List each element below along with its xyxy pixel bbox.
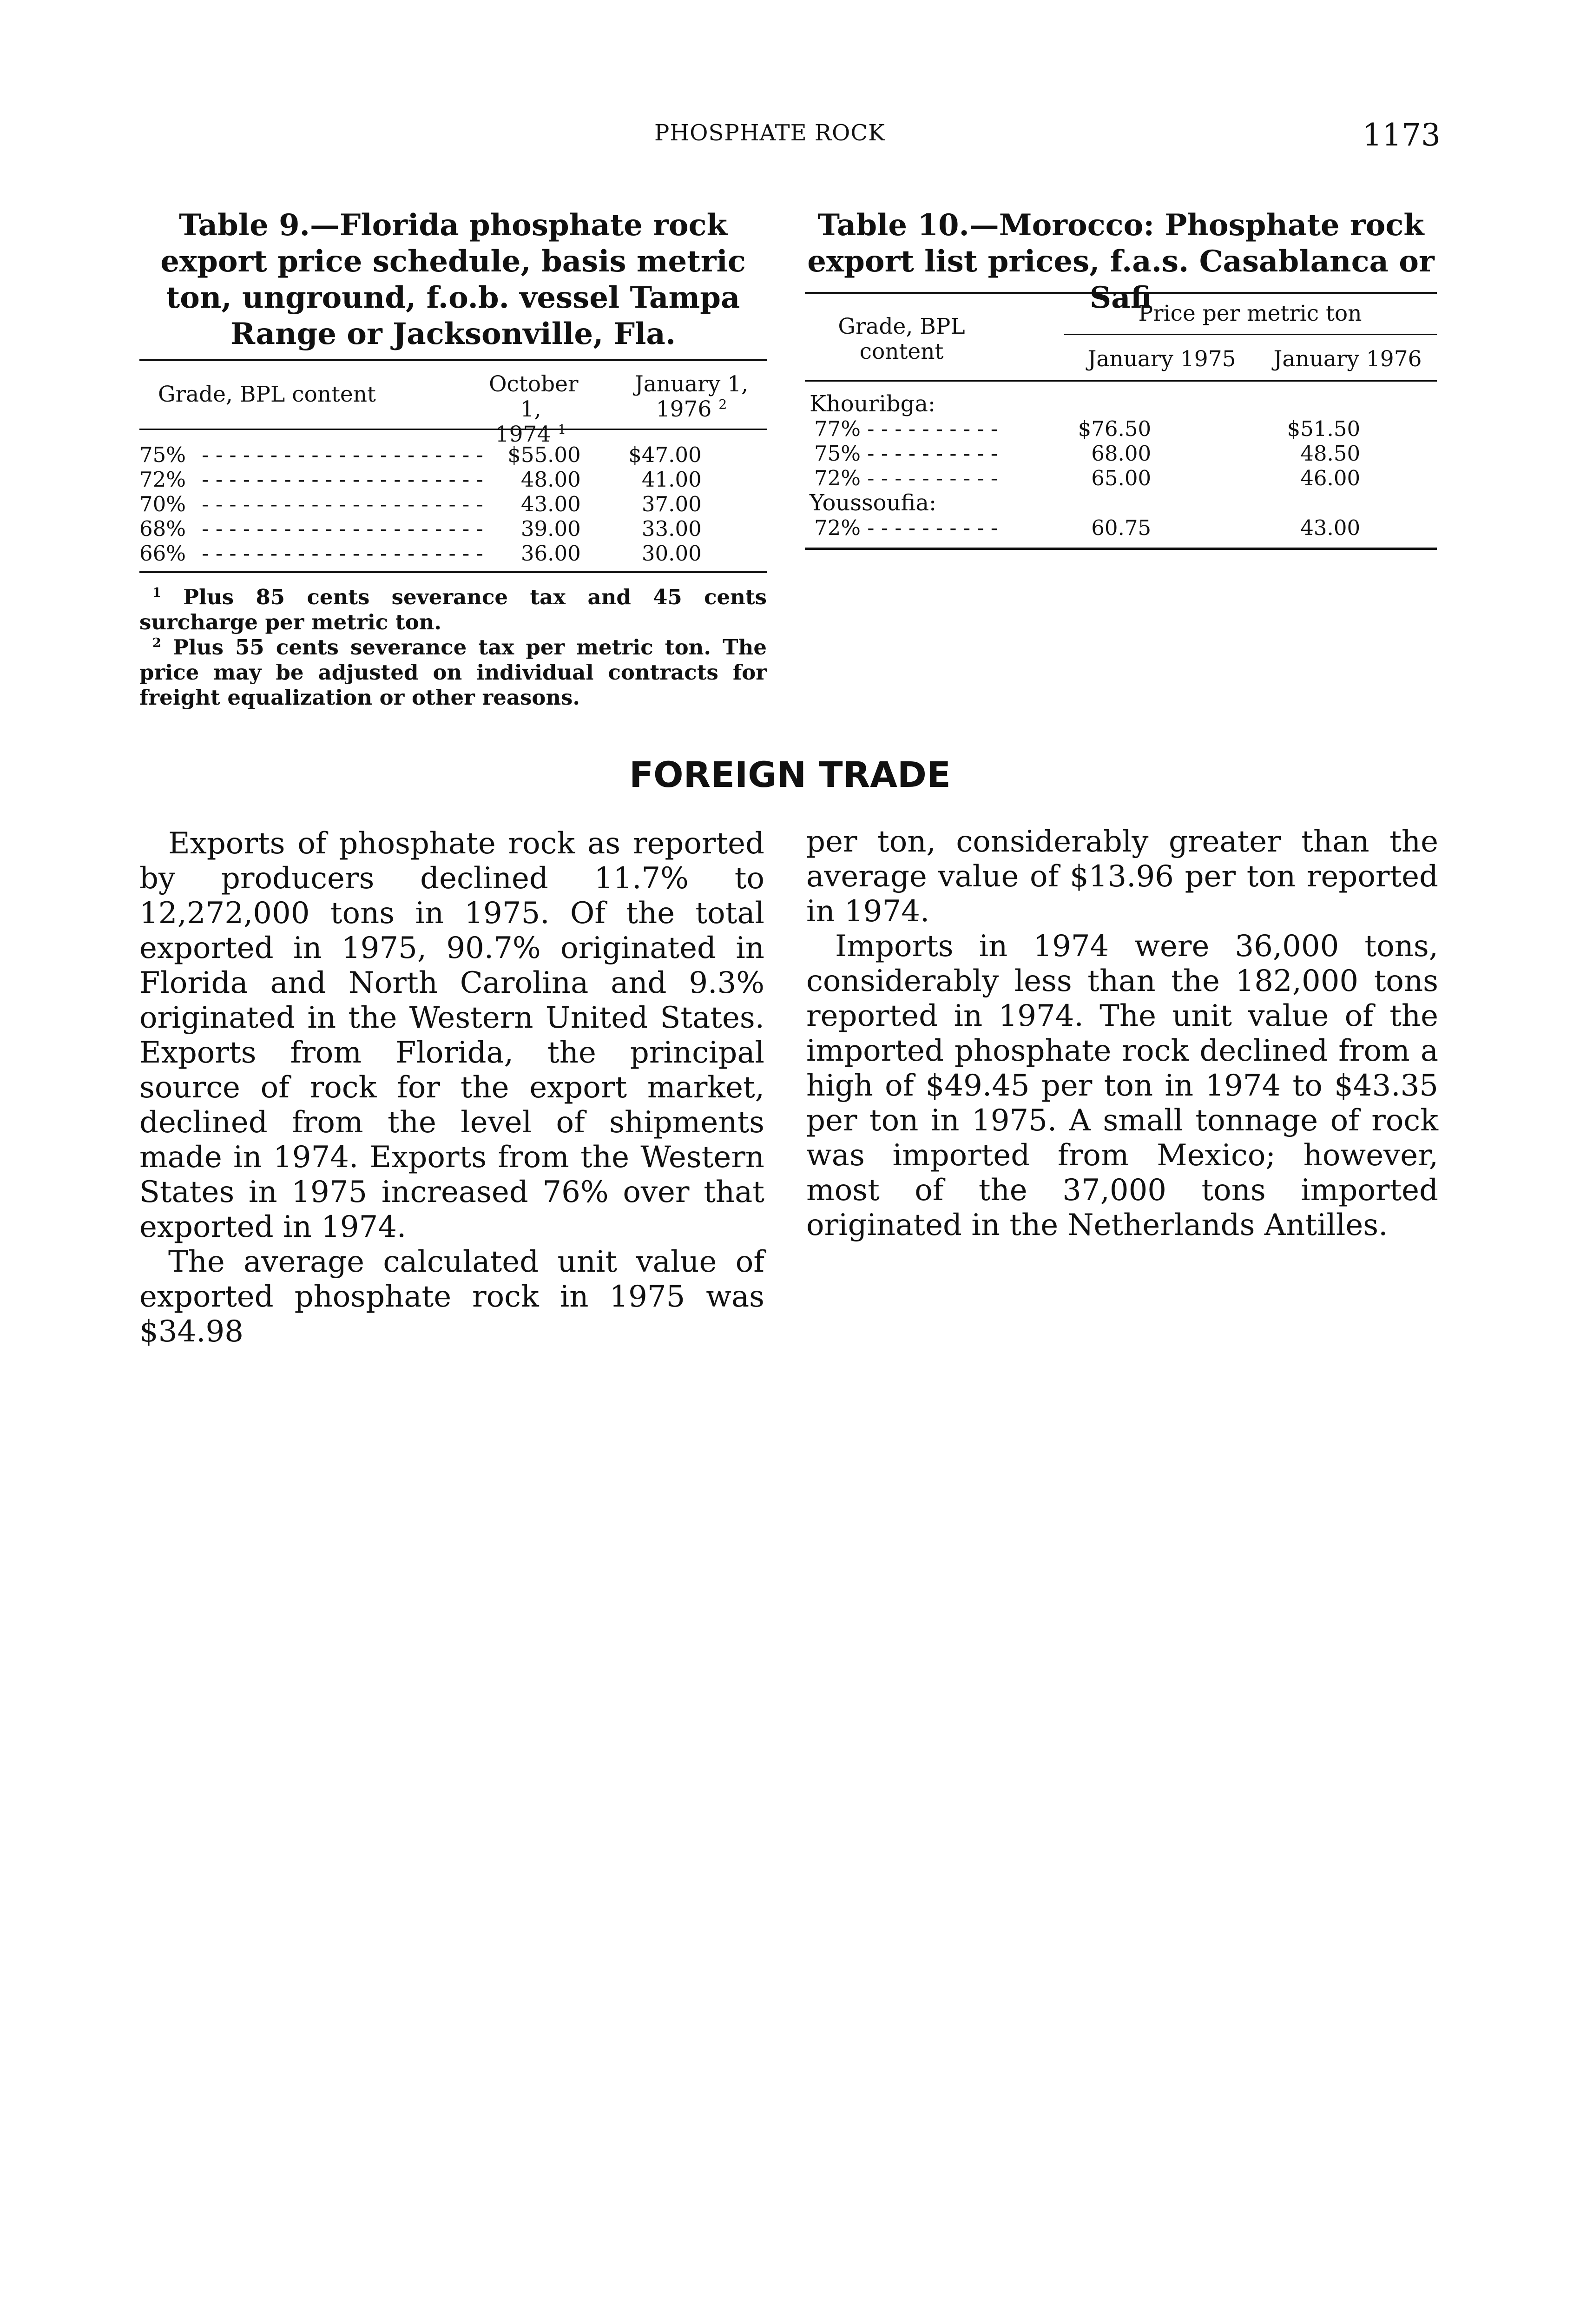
table-row — [139, 492, 767, 516]
table10-1976-value: 48.50 — [1300, 441, 1361, 466]
table9-oct-value: $55.00 — [507, 442, 581, 467]
table10-grid-2 — [810, 515, 1437, 540]
table10-group-youssoufia: Youssoufia: — [810, 490, 937, 516]
table9-top-rule — [139, 359, 767, 361]
table9-jan-value: 30.00 — [641, 541, 702, 566]
table10-col-1975: January 1975 — [1087, 346, 1236, 372]
table10-col-price: Price per metric ton — [1138, 301, 1362, 326]
table10-col-1976: January 1976 — [1273, 346, 1422, 372]
table9 — [139, 207, 767, 352]
leader-dots: - - - - - - - - - - — [861, 466, 998, 490]
table9-caption: Table 9.—Florida phosphate rock export price schedule, basis metric ton, unground, f.o.b. vessel Tampa Range or Jacksonville, Fla. — [160, 208, 746, 351]
footnote-1: $^1$ Plus 85 cents severance tax and 45 cents surcharge per metric ton. — [139, 585, 767, 634]
table10-col-grade: Grade, BPL content — [838, 314, 965, 364]
table9-footnotes — [139, 585, 767, 710]
table9-grade: 72% — [139, 467, 186, 492]
table10-1976-value: 43.00 — [1300, 515, 1361, 540]
table-row — [810, 466, 1437, 490]
table10-caption: Table 10.—Morocco: Phosphate rock export list prices, f.a.s. Casablanca or Safi — [807, 208, 1435, 315]
table9-col-jan: January 1, 1976 $^2$ — [634, 371, 749, 422]
table9-bottom-rule — [139, 571, 767, 573]
table10-1975-value: 60.75 — [1091, 515, 1152, 540]
table10-grade: 77% — [814, 416, 861, 441]
paragraph: Imports in 1974 were 36,000 tons, considerably less than the 182,000 tons reported in 1974. The unit value of the imported phosphate rock declined from a high of $49.45 per ton in 1974 to $43.35 per ton in 1975. A small tonnage of rock was imported from Mexico; however, most of the 37,000 tons imported originated in the Netherlands Antilles. — [806, 929, 1438, 1242]
table9-jan-value: $47.00 — [628, 442, 702, 467]
right-column — [806, 825, 1438, 1243]
table10-1975-value: 68.00 — [1091, 441, 1152, 466]
leader-dots: - - - - - - - - - - - - - - - - - - - - - — [195, 492, 483, 516]
paragraph: per ton, considerably greater than the average value of $13.96 per ton reported in 1974. — [806, 825, 1438, 929]
table9-jan-value: 37.00 — [641, 492, 702, 516]
table-row — [139, 442, 767, 467]
leader-dots: - - - - - - - - - - — [861, 441, 998, 466]
paragraph: Exports of phosphate rock as reported by producers declined 11.7% to 12,272,000 tons in 1975. Of the total exported in 1975, 90.7% originated in Florida and North Carolina and 9.3% originated in the Western United States. Exports from Florida, the principal source of rock for the export market, declined from the level of shipments made in 1974. Exports from the Western States in 1975 increased 76% over that exported in 1974. — [139, 826, 764, 1244]
table-row — [810, 441, 1437, 466]
table-row — [139, 541, 767, 566]
table10-header-rule — [805, 380, 1437, 382]
left-column — [139, 826, 764, 1349]
leader-dots: - - - - - - - - - - — [861, 416, 998, 441]
table-row — [139, 467, 767, 492]
table10-grade: 75% — [814, 441, 861, 466]
leader-dots: - - - - - - - - - - - - - - - - - - - - - — [195, 467, 483, 492]
table9-grade: 68% — [139, 516, 186, 541]
table9-grade: 75% — [139, 442, 186, 467]
running-title: PHOSPHATE ROCK — [654, 120, 885, 146]
table10-grade: 72% — [814, 515, 861, 540]
table10-grid-1 — [810, 416, 1437, 490]
footnote-2: $^2$ Plus 55 cents severance tax per metric ton. The price may be adjusted on individual contracts for freight equalization or other reasons. — [139, 635, 767, 710]
table10-body — [810, 391, 1437, 540]
table10-1976-value: 46.00 — [1300, 466, 1361, 490]
table-row — [810, 416, 1437, 441]
table9-grade: 66% — [139, 541, 186, 566]
table10-1976-value: $51.50 — [1287, 416, 1361, 441]
table9-oct-value: 48.00 — [520, 467, 581, 492]
table9-col-oct: October 1, 1974 $^1$ — [489, 371, 579, 447]
table10-bottom-rule — [805, 548, 1437, 550]
table9-oct-value: 39.00 — [520, 516, 581, 541]
table9-header-rule — [139, 429, 767, 430]
table9-oct-value: 43.00 — [520, 492, 581, 516]
table10-top-rule — [805, 292, 1437, 294]
leader-dots: - - - - - - - - - - - - - - - - - - - - - — [195, 541, 483, 566]
leader-dots: - - - - - - - - - - - - - - - - - - - - - — [195, 516, 483, 541]
table10 — [805, 207, 1437, 316]
table9-jan-value: 33.00 — [641, 516, 702, 541]
table9-col-grade: Grade, BPL content — [158, 382, 376, 407]
leader-dots: - - - - - - - - - - - - - - - - - - - - - — [195, 442, 483, 467]
table-row — [139, 516, 767, 541]
table10-1975-value: $76.50 — [1078, 416, 1152, 441]
table10-grade: 72% — [814, 466, 861, 490]
table10-group-khouribga: Khouribga: — [810, 391, 936, 417]
page-number: 1173 — [1363, 117, 1441, 153]
table9-grade: 70% — [139, 492, 186, 516]
table10-1975-value: 65.00 — [1091, 466, 1152, 490]
section-heading: FOREIGN TRADE — [629, 754, 951, 795]
table9-grid — [139, 442, 767, 566]
table9-oct-value: 36.00 — [520, 541, 581, 566]
table10-price-rule — [1064, 334, 1437, 335]
table-row — [810, 515, 1437, 540]
leader-dots: - - - - - - - - - - — [861, 515, 998, 540]
paragraph: The average calculated unit value of exported phosphate rock in 1975 was $34.98 — [139, 1245, 764, 1349]
table9-body — [139, 442, 767, 566]
table9-jan-value: 41.00 — [641, 467, 702, 492]
